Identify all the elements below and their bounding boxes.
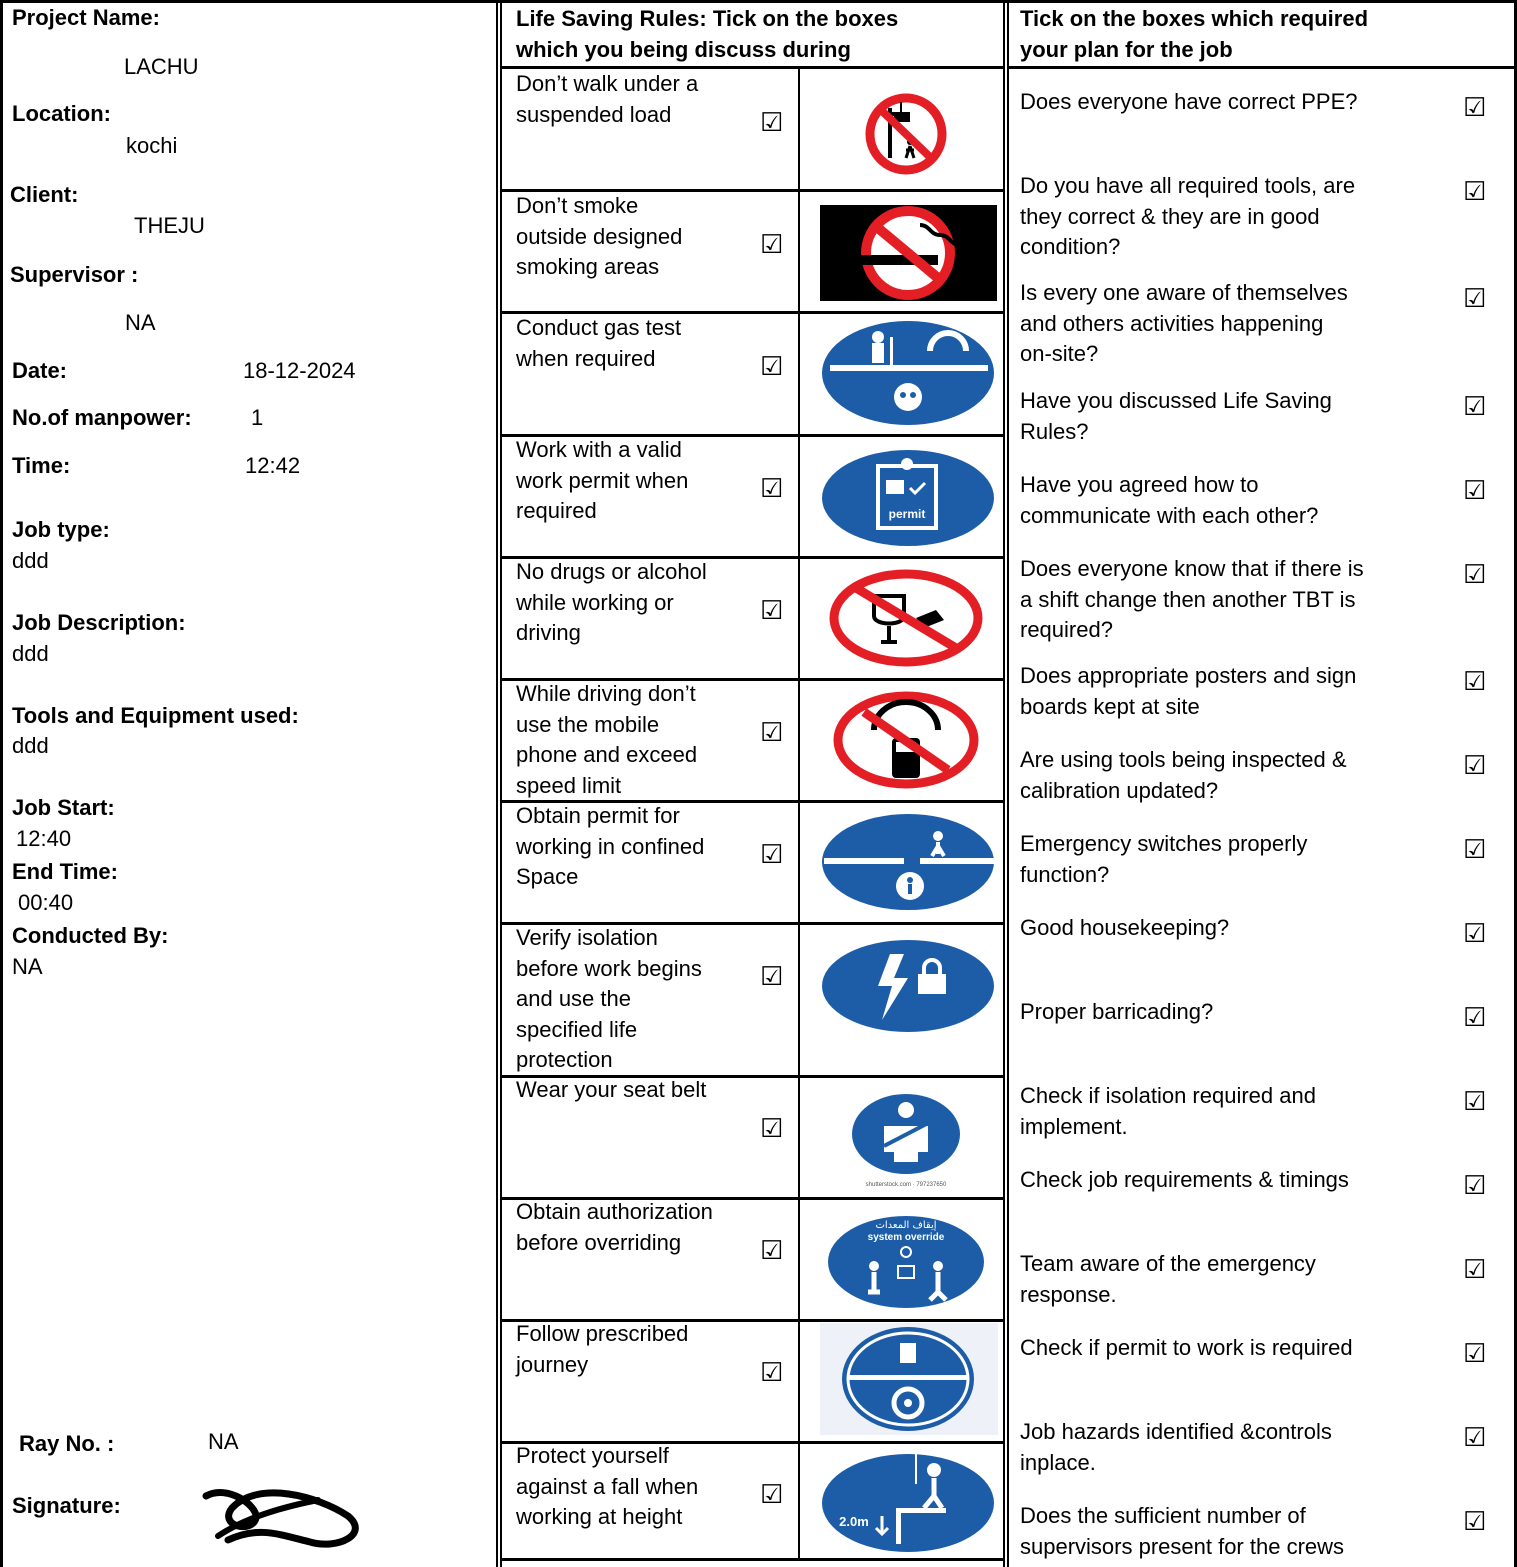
date-label: Date: xyxy=(12,358,68,383)
question-text-line: inplace. xyxy=(1020,1449,1096,1475)
rule-checkbox[interactable]: ☑ xyxy=(760,108,784,138)
no-walking-under-load-icon xyxy=(836,92,984,176)
rule-text-line: and use the xyxy=(516,986,631,1011)
plan-checkbox[interactable]: ☑ xyxy=(1463,560,1487,590)
height-text: 2.0m xyxy=(839,1514,869,1529)
rule-text-line: No drugs or alcohol xyxy=(516,559,707,584)
question-text-line: Team aware of the emergency xyxy=(1020,1251,1316,1276)
rule-text-line: Work with a valid xyxy=(516,437,682,462)
rule-text-line: Conduct gas test xyxy=(516,315,682,340)
rule-checkbox[interactable]: ☑ xyxy=(760,474,784,504)
permit-word: permit xyxy=(888,507,926,521)
client-label: Client: xyxy=(10,182,79,207)
question-text-line: Is every one aware of themselves xyxy=(1020,280,1348,305)
rule-checkbox[interactable]: ☑ xyxy=(760,718,784,748)
rule-text-line: when required xyxy=(516,345,656,371)
question-text-line: Does appropriate posters and sign xyxy=(1020,663,1357,688)
client-value: THEJU xyxy=(134,213,205,238)
rule-text-line: While driving don’t xyxy=(516,681,696,706)
plan-checkbox[interactable]: ☑ xyxy=(1463,1171,1487,1201)
question-text-line: Proper barricading? xyxy=(1020,999,1214,1024)
rule-text-line: work permit when xyxy=(516,467,689,493)
rule-text-line: Wear your seat belt xyxy=(516,1077,707,1102)
question-text-line: a shift change then another TBT is xyxy=(1020,586,1356,612)
job-description-label: Job Description: xyxy=(12,610,186,635)
plan-checkbox[interactable]: ☑ xyxy=(1463,1255,1487,1285)
location-label: Location: xyxy=(12,101,111,126)
plan-checkbox[interactable]: ☑ xyxy=(1463,919,1487,949)
rule-checkbox[interactable]: ☑ xyxy=(760,1480,784,1510)
rule-text-line: before work begins xyxy=(516,955,702,981)
plan-checkbox[interactable]: ☑ xyxy=(1463,177,1487,207)
question-text-line: Does everyone know that if there is xyxy=(1020,556,1364,581)
rule-checkbox[interactable]: ☑ xyxy=(760,1358,784,1388)
rule-text-line: working at height xyxy=(516,1504,683,1529)
confined-space-icon xyxy=(820,812,998,912)
question-text-line: Check if isolation required and xyxy=(1020,1083,1316,1108)
question-text-line: condition? xyxy=(1020,234,1121,259)
rules-header-line2: which you being discuss during xyxy=(516,37,851,62)
question-text-line: Good housekeeping? xyxy=(1020,915,1230,940)
job-description-value: ddd xyxy=(12,641,49,666)
ray-no-label: Ray No. : xyxy=(19,1431,115,1456)
job-start-value: 12:40 xyxy=(16,826,72,851)
question-text-line: Does everyone have correct PPE? xyxy=(1020,89,1358,114)
question-text-line: supervisors present for the crews xyxy=(1020,1533,1345,1559)
isolation-icon xyxy=(820,938,998,1034)
rule-checkbox[interactable]: ☑ xyxy=(760,596,784,626)
job-type-label: Job type: xyxy=(12,517,110,542)
rule-checkbox[interactable]: ☑ xyxy=(760,352,784,382)
job-type-value: ddd xyxy=(12,548,49,573)
override-arabic-text: إيقاف المعدات xyxy=(875,1220,937,1231)
manpower-value: 1 xyxy=(251,405,264,430)
rule-text-line: outside designed xyxy=(516,223,683,249)
supervisor-value: NA xyxy=(125,310,156,335)
rules-header-line1: Life Saving Rules: Tick on the boxes xyxy=(516,6,899,31)
override-text: system override xyxy=(867,1232,945,1243)
plan-checkbox[interactable]: ☑ xyxy=(1463,667,1487,697)
plan-checkbox[interactable]: ☑ xyxy=(1463,835,1487,865)
question-text-line: function? xyxy=(1020,861,1110,887)
journey-plan-icon xyxy=(820,1323,998,1435)
rule-checkbox[interactable]: ☑ xyxy=(760,962,784,992)
question-text-line: Emergency switches properly xyxy=(1020,831,1308,856)
supervisor-label: Supervisor : xyxy=(10,262,139,287)
plan-checkbox[interactable]: ☑ xyxy=(1463,1507,1487,1537)
watermark-text: shutterstock.com · 797237650 xyxy=(865,1182,947,1188)
job-start-label: Job Start: xyxy=(12,795,115,820)
question-text-line: implement. xyxy=(1020,1113,1128,1139)
tools-label: Tools and Equipment used: xyxy=(12,703,299,728)
tools-value: ddd xyxy=(12,733,49,758)
rule-text-line: against a fall when xyxy=(516,1473,699,1499)
rule-checkbox[interactable]: ☑ xyxy=(760,1236,784,1266)
manpower-label: No.of manpower: xyxy=(12,405,192,430)
ray-no-value: NA xyxy=(208,1429,239,1454)
conducted-by-label: Conducted By: xyxy=(12,923,169,948)
rule-text-line: specified life xyxy=(516,1016,638,1042)
rule-checkbox[interactable]: ☑ xyxy=(760,1114,784,1144)
question-text-line: Do you have all required tools, are xyxy=(1020,173,1356,198)
project-name-value: LACHU xyxy=(124,54,199,79)
question-text-line: Job hazards identified &controls xyxy=(1020,1419,1332,1444)
plan-checkbox[interactable]: ☑ xyxy=(1463,93,1487,123)
question-text-line: calibration updated? xyxy=(1020,777,1219,803)
question-text-line: Does the sufficient number of xyxy=(1020,1503,1306,1528)
time-value: 12:42 xyxy=(245,453,301,478)
location-value: kochi xyxy=(126,133,178,158)
question-text-line: response. xyxy=(1020,1281,1117,1307)
rule-checkbox[interactable]: ☑ xyxy=(760,840,784,870)
conducted-by-value: NA xyxy=(12,954,43,979)
question-text-line: Check job requirements & timings xyxy=(1020,1167,1349,1192)
time-label: Time: xyxy=(12,453,71,478)
gas-test-icon xyxy=(820,315,998,425)
question-text-line: boards kept at site xyxy=(1020,693,1200,719)
question-text-line: they correct & they are in good xyxy=(1020,203,1320,229)
question-text-line: Have you agreed how to xyxy=(1020,472,1259,497)
rule-text-line: suspended load xyxy=(516,101,672,127)
no-smoking-icon xyxy=(820,205,997,301)
question-text-line: Have you discussed Life Saving xyxy=(1020,388,1332,413)
rule-text-line: Verify isolation xyxy=(516,925,658,950)
plan-checkbox[interactable]: ☑ xyxy=(1463,392,1487,422)
plan-checkbox[interactable]: ☑ xyxy=(1463,284,1487,314)
rule-text-line: working in confined xyxy=(516,833,705,859)
rule-text-line: use the mobile xyxy=(516,711,660,737)
fall-protection-icon xyxy=(820,1452,998,1554)
system-override-icon xyxy=(826,1214,990,1310)
rule-text-line: smoking areas xyxy=(516,254,660,279)
signature-label: Signature: xyxy=(12,1493,121,1518)
plan-header-line2: your plan for the job xyxy=(1020,37,1233,62)
question-text-line: communicate with each other? xyxy=(1020,502,1319,528)
rule-text-line: driving xyxy=(516,620,581,645)
seat-belt-icon xyxy=(834,1090,984,1190)
rule-text-line: Space xyxy=(516,864,579,889)
rule-text-line: speed limit xyxy=(516,772,622,798)
signature-image xyxy=(198,1476,364,1556)
project-name-label: Project Name: xyxy=(12,5,160,30)
rule-text-line: Don’t smoke xyxy=(516,193,639,218)
rule-text-line: while working or xyxy=(516,589,674,615)
rule-text-line: Obtain permit for xyxy=(516,803,680,828)
end-time-value: 00:40 xyxy=(18,890,74,915)
plan-checkbox[interactable]: ☑ xyxy=(1463,476,1487,506)
no-alcohol-icon xyxy=(826,568,986,668)
question-text-line: on-site? xyxy=(1020,341,1099,366)
question-text-line: and others activities happening xyxy=(1020,310,1324,336)
work-permit-icon xyxy=(820,448,998,548)
plan-checkbox[interactable]: ☑ xyxy=(1463,1087,1487,1117)
question-text-line: Are using tools being inspected & xyxy=(1020,747,1347,772)
rule-text-line: Protect yourself xyxy=(516,1443,669,1468)
rule-text-line: Obtain authorization xyxy=(516,1199,713,1224)
question-text-line: Check if permit to work is required xyxy=(1020,1335,1353,1360)
rule-text-line: Don’t walk under a xyxy=(516,71,699,96)
rule-text-line: required xyxy=(516,498,597,523)
plan-checkbox[interactable]: ☑ xyxy=(1463,751,1487,781)
rule-text-line: Follow prescribed xyxy=(516,1321,689,1346)
question-text-line: required? xyxy=(1020,617,1113,642)
plan-checkbox[interactable]: ☑ xyxy=(1463,1003,1487,1033)
rule-text-line: protection xyxy=(516,1047,613,1072)
plan-checkbox[interactable]: ☑ xyxy=(1463,1423,1487,1453)
end-time-label: End Time: xyxy=(12,859,118,884)
plan-checkbox[interactable]: ☑ xyxy=(1463,1339,1487,1369)
rule-text-line: journey xyxy=(516,1351,589,1377)
rule-text-line: before overriding xyxy=(516,1229,682,1255)
no-phone-speeding-icon xyxy=(830,690,982,790)
rule-text-line: phone and exceed xyxy=(516,742,698,767)
rule-checkbox[interactable]: ☑ xyxy=(760,230,784,260)
date-value: 18-12-2024 xyxy=(243,358,356,383)
question-text-line: Rules? xyxy=(1020,418,1089,444)
plan-header-line1: Tick on the boxes which required xyxy=(1020,6,1369,31)
